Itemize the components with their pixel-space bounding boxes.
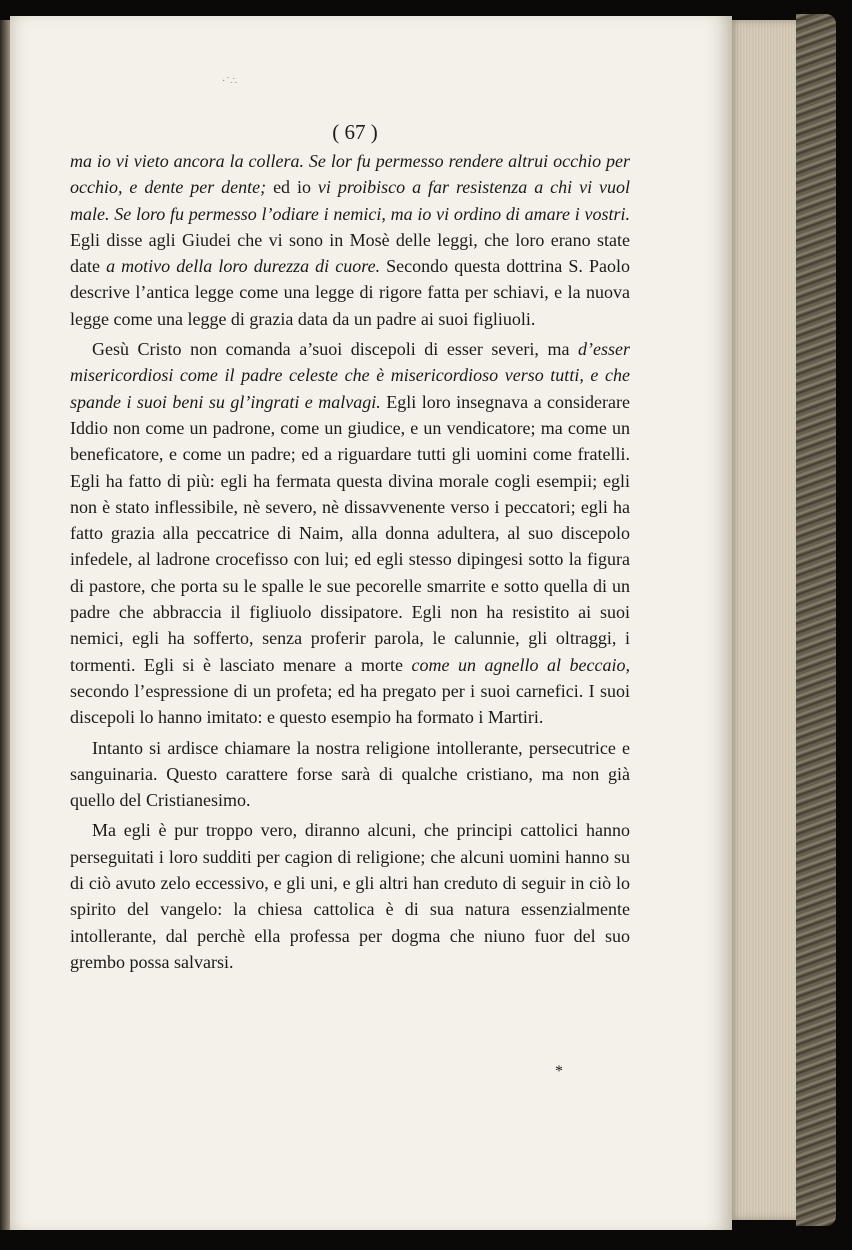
ink-smudge: ·˙∴	[222, 76, 239, 87]
italic-text: vi proibisco a far resistenza a chi vi vuol male. Se loro fu permesso l’odiare i nemici, ma io vi ordino di amare i vostri.	[70, 177, 630, 224]
book-page	[10, 16, 732, 1230]
page-number: ( 67 )	[332, 120, 378, 144]
italic-text: ma io vi vieto ancora la collera. Se lor fu permesso rendere altrui occhio per occhio, e dente per dente;	[70, 151, 630, 198]
text-run: Ma egli è pur troppo vero, diranno alcuni, che principi cattolici hanno perseguitati i loro sudditi per cagion di religione; che alcuni uomini hanno su di ciò avuto zelo eccessivo, e gli uni, e gli altri han creduto di seguir in ciò lo spirito del vangelo: la chiesa cattolica è di sua natura essenzialmente intollerante, dal perchè ella professa per dogma che niuno fuor del suo grembo possa salvarsi.	[70, 820, 630, 972]
paragraph	[70, 735, 630, 814]
text-run: Egli disse agli Giudei che vi sono in Mosè delle leggi, che loro erano state date	[70, 229, 630, 277]
text-run: Intanto si ardisce chiamare la nostra religione intollerante, persecutrice e sanguinaria. Questo carattere forse sarà di qualche cristiano, ma non già quello del Cristianesimo.	[70, 737, 630, 811]
paragraph	[70, 336, 630, 730]
italic-text: a motivo della loro durezza di cuore.	[106, 256, 381, 277]
catchword-mark: *	[555, 1063, 563, 1080]
italic-text: come un agnello al beccaio,	[411, 654, 630, 675]
page-stack-edge	[728, 20, 800, 1220]
italic-text: d’esser misericordiosi come il padre celeste che è misericordioso verso tutti, e che spande i suoi beni su gl’ingrati e malvagi.	[70, 339, 630, 412]
text-run: Egli loro insegnava a considerare Iddio non come un padrone, come un giudice, e un vendicatore; ma come un beneficatore, e come un padre; ed a riguardare tutti gli uomini come fratelli. Egli ha fatto di più: egli ha fermata questa divina morale cogli esempii; egli non è stato inflessibile, nè severo, nè dissavvenente verso i peccatori; egli ha fatto grazia alla peccatrice di Naim, alla donna adultera, al suo discepolo infedele, al ladrone crocefisso con lui; ed egli stesso dipingesi sotto la figura di pastore, che porta su le spalle le sue pecorelle smarrite e sotto quella di un padre che abbraccia il figliuolo dissipatore. Egli non ha resistito ai suoi nemici, egli ha sofferto, senza proferir parola, le calunnie, gli oltraggi, i tormenti. Egli si è lasciato menare a morte	[70, 391, 631, 675]
text-run: Gesù Cristo non comanda a’suoi discepoli di esser severi, ma	[92, 339, 578, 360]
text-run: Secondo questa dottrina S. Paolo descrive l’antica legge come una legge di rigore fatta per schiavi, e la nuova legge come una legge di grazia data da un padre ai suoi figliuoli.	[70, 256, 630, 329]
paragraph	[70, 148, 630, 332]
text-run: ed io	[266, 177, 318, 198]
book-cover-edge	[796, 14, 836, 1226]
text-run: secondo l’espressione di un profeta; ed ha pregato per i suoi carnefici. I suoi discepoli lo hanno imitato: e questo esempio ha formato i Martiri.	[70, 680, 630, 728]
page-body	[70, 148, 630, 979]
paragraph	[70, 817, 630, 975]
